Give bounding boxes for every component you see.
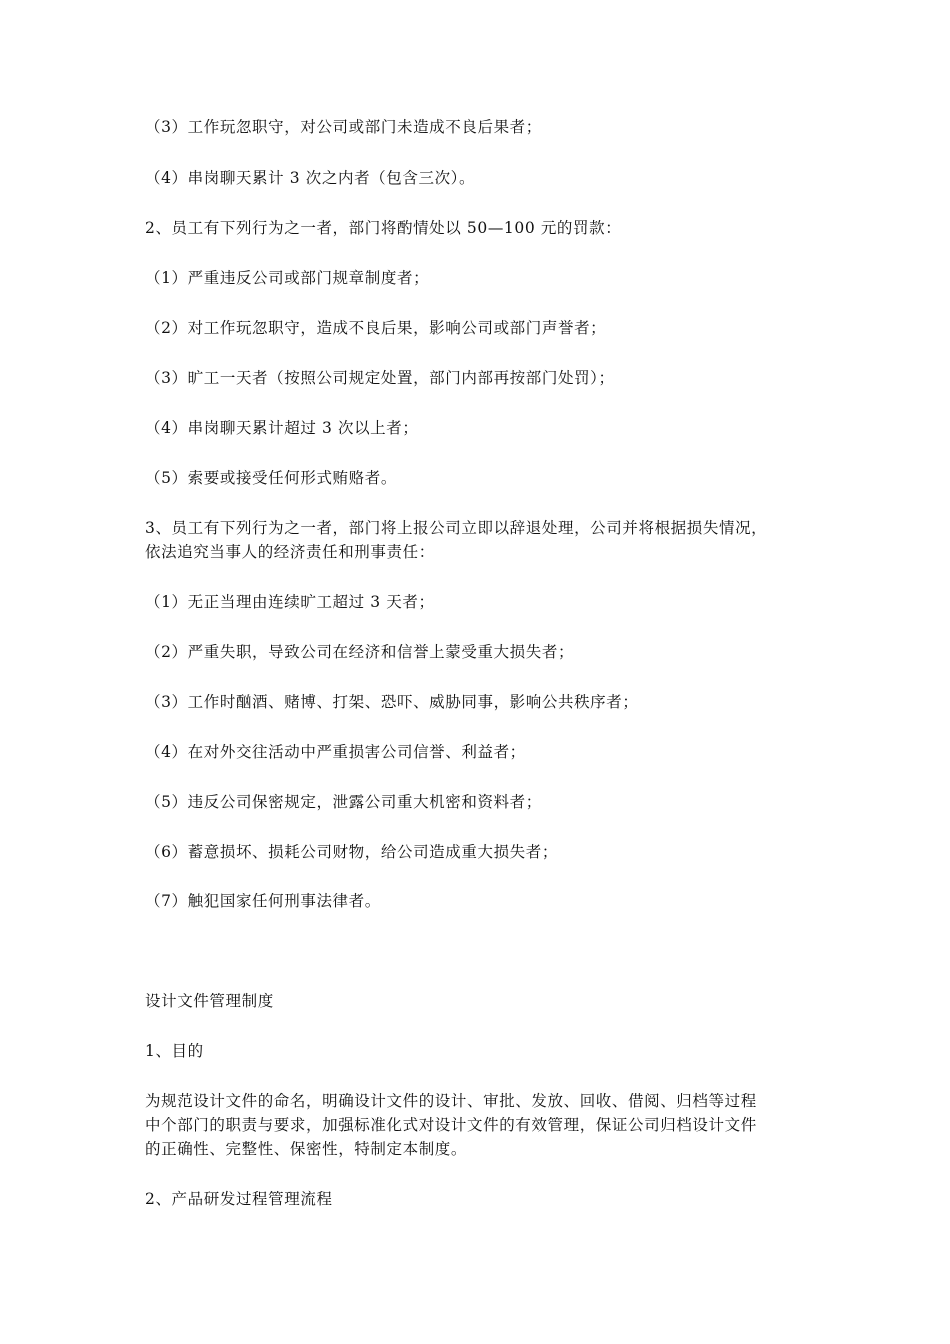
paragraph-line: 依法追究当事人的经济责任和刑事责任： <box>145 543 435 561</box>
item-2-dereliction: （2）严重失职，导致公司在经济和信誉上蒙受重大损失者； <box>145 643 575 661</box>
section-2-fine-heading: 2、员工有下列行为之一者，部门将酌情处以 50—100 元的罚款： <box>145 219 622 237</box>
item-6-property-damage: （6）蓄意损坏、损耗公司财物，给公司造成重大损失者； <box>145 843 558 861</box>
item-3-negligence-minor: （3）工作玩忽职守，对公司或部门未造成不良后果者； <box>145 118 542 136</box>
section-2-heading: 2、产品研发过程管理流程 <box>145 1190 333 1208</box>
paragraph-line: 中个部门的职责与要求，加强标准化式对设计文件的有效管理，保证公司归档设计文件 <box>145 1116 757 1134</box>
item-3-misconduct: （3）工作时酗酒、赌博、打架、恐吓、威胁同事，影响公共秩序者； <box>145 693 639 711</box>
document-title: 设计文件管理制度 <box>145 992 274 1010</box>
paragraph-line: 为规范设计文件的命名，明确设计文件的设计、审批、发放、回收、借阅、归档等过程 <box>145 1092 757 1110</box>
item-1-absent-3-days: （1）无正当理由连续旷工超过 3 天者； <box>145 593 435 611</box>
paragraph-line: 3、员工有下列行为之一者，部门将上报公司立即以辞退处理，公司并将根据损失情况， <box>145 519 768 537</box>
item-3-absence: （3）旷工一天者（按照公司规定处置，部门内部再按部门处罚）； <box>145 369 615 387</box>
item-1-violation: （1）严重违反公司或部门规章制度者； <box>145 269 430 287</box>
item-7-criminal: （7）触犯国家任何刑事法律者。 <box>145 892 381 910</box>
item-5-confidentiality: （5）违反公司保密规定，泄露公司重大机密和资料者； <box>145 793 542 811</box>
item-4-chatting-minor: （4）串岗聊天累计 3 次之内者（包含三次）。 <box>145 169 476 187</box>
item-4-reputation: （4）在对外交往活动中严重损害公司信誉、利益者； <box>145 743 526 761</box>
paragraph-line: 的正确性、完整性、保密性，特制定本制度。 <box>145 1140 468 1158</box>
item-2-negligence: （2）对工作玩忽职守，造成不良后果，影响公司或部门声誉者； <box>145 319 607 337</box>
section-1-heading: 1、目的 <box>145 1042 204 1060</box>
item-5-bribery: （5）索要或接受任何形式贿赂者。 <box>145 469 397 487</box>
purpose-paragraph <box>145 1089 813 1161</box>
section-3-dismissal-heading <box>145 516 813 564</box>
item-4-chatting: （4）串岗聊天累计超过 3 次以上者； <box>145 419 419 437</box>
